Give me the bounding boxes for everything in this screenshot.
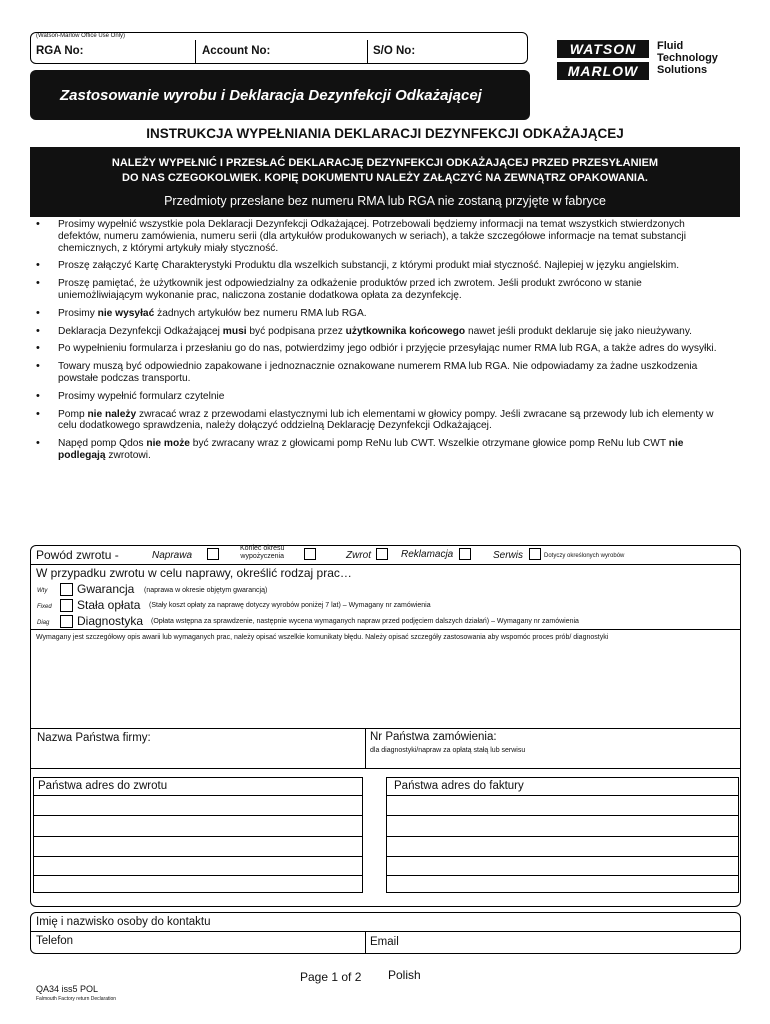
warranty-note: (naprawa w okresie objętym gwarancją): [144, 587, 268, 594]
instruction-emphasis: nie wysyłać: [97, 307, 155, 319]
instruction-text: nawet jeśli produkt deklaruje się jako nieużywany.: [465, 325, 693, 337]
instruction-emphasis: nie należy: [87, 408, 137, 420]
instruction-text: Deklaracja Dezynfekcji Odkażającej: [58, 325, 223, 337]
return-label: Zwrot: [346, 550, 371, 561]
company-name-label: Nazwa Państwa firmy:: [37, 732, 151, 744]
fixed-fee-checkbox[interactable]: [60, 599, 73, 612]
instruction-item: [36, 308, 726, 320]
service-label: Serwis: [493, 550, 524, 561]
instruction-text: Proszę pamiętać, że użytkownik jest odpowiedzialny za odkażenie produktów przed ich zwrotem. Jeśli produkt zwrócono w stanie uniemożliwiającym wykonanie prac, naliczona zostanie dodatkowa opłata za dezynfekcję.: [58, 278, 642, 301]
instruction-text: zwrotowi.: [105, 449, 151, 461]
address-line: [33, 815, 363, 816]
instruction-text: Prosimy wypełnić wszystkie pola Deklaracji Dezynfekcji Odkażającej. Potrzebowali będziemy informacji na temat wszystkich stwierdzonych defektów, numeru zamówienia, numeru serii (dla artykułów produkowanych w seriach), a także szczegółowe informacje na temat substancji chemicznych, z którymi artykuły miały styczność.: [58, 219, 686, 254]
divider: [30, 768, 741, 769]
account-label: Account No:: [202, 45, 271, 57]
failure-description-field[interactable]: [36, 660, 736, 726]
diagnostics-label: Diagnostyka: [77, 614, 144, 628]
return-checkbox[interactable]: [376, 548, 388, 560]
rental-end-line-1: Koniec okresu: [240, 545, 285, 552]
instruction-item: [36, 260, 726, 272]
so-label: S/O No:: [373, 45, 416, 57]
instruction-text: Towary muszą być odpowiednio zapakowane i jednoznacznie oznakowane numerem RMA lub RGA. Nie odpowiadamy za żadne uszkodzenia powstałe podczas transportu.: [58, 361, 698, 384]
form-title: Zastosowanie wyrobu i Deklaracja Dezynfekcji Odkażającej: [30, 70, 530, 120]
notice-band: [30, 147, 740, 217]
instruction-text: zwracać wraz z przewodami elastycznymi lub ich elementami w głowicy pompy. Jeśli zwracane są przewody lub ich elementy w celu dodatkowego sprawdzenia, należy dołączyć oddzielną Deklarację Dezynfekcji Odkażającej.: [58, 408, 714, 432]
instruction-text: być zwracany wraz z głowicami pomp ReNu lub CWT. Wszelkie otrzymane głowice pomp ReNu lub CWT: [189, 438, 669, 450]
instruction-item: [36, 438, 726, 462]
office-divider: [195, 40, 196, 64]
complaint-label: Reklamacja: [401, 549, 454, 560]
instruction-text: Po wypełnieniu formularza i przesłaniu go do nas, potwierdzimy jego odbiór i przyjęcie przesyłając numer RMA lub RGA, a także adres do wysyłki.: [58, 343, 717, 355]
address-line: [386, 875, 739, 876]
rga-label: RGA No:: [36, 45, 84, 57]
instructions-heading: INSTRUKCJA WYPEŁNIANIA DEKLARACJI DEZYNFEKCJI ODKAŻAJĄCEJ: [146, 126, 624, 141]
po-number-note: dla diagnostyki/napraw za opłatą stałą lub serwisu: [370, 747, 526, 754]
instruction-item: [36, 326, 726, 338]
rental-end-label: [240, 545, 284, 561]
divider: [365, 931, 366, 954]
logo-watson: WATSON: [557, 40, 649, 58]
fixed-fee-note: (Stały koszt opłaty za naprawę dotyczy wyrobów poniżej 7 lat) – Wymagany nr zamówienia: [149, 602, 431, 609]
page-number: Page 1 of 2: [300, 970, 362, 984]
instruction-text: Prosimy: [58, 307, 98, 319]
instruction-text: żadnych artykułów bez numeru RMA lub RGA.: [154, 307, 367, 319]
logo-tagline-1: Fluid: [657, 40, 684, 52]
instruction-text: Proszę załączyć Kartę Charakterystyki Produktu dla wszelkich substancji, z którymi produkt miał styczność. Najlepiej w języku angielskim.: [58, 260, 680, 272]
return-reason-label: Powód zwrotu -: [36, 548, 119, 562]
logo-marlow: MARLOW: [557, 62, 649, 80]
service-note: Dotyczy określonych wyrobów: [544, 553, 625, 559]
contact-name-label: Imię i nazwisko osoby do kontaktu: [36, 916, 211, 928]
notice-line-3: Przedmioty przesłane bez numeru RMA lub RGA nie zostaną przyjęte w fabryce: [164, 194, 606, 208]
po-number-label: Nr Państwa zamówienia:: [370, 731, 497, 743]
instruction-text: Pomp: [58, 408, 88, 420]
return-address-label: Państwa adres do zwrotu: [38, 780, 168, 792]
doc-small-print: Falmouth Factory return Declaration: [36, 996, 117, 1002]
instructions-list: [36, 219, 726, 468]
phone-label: Telefon: [36, 935, 74, 947]
diagnostics-note: (Opłata wstępna za sprawdzenie, następnie wycena wymaganych napraw przed podjęciem dalszych działań) – Wymagany nr zamówienia: [151, 618, 579, 625]
instruction-item: [36, 278, 726, 302]
divider: [365, 728, 366, 768]
divider: [30, 728, 741, 729]
logo-tagline: [657, 40, 718, 76]
repair-checkbox[interactable]: [207, 548, 219, 560]
instruction-item: [36, 361, 726, 385]
email-label: Email: [370, 936, 399, 948]
diag-prefix: Diag: [37, 620, 50, 626]
logo-tagline-3: Solutions: [657, 64, 708, 76]
doc-code: QA34 iss5 POL: [36, 984, 99, 994]
address-line: [386, 795, 739, 796]
rental-end-checkbox[interactable]: [304, 548, 316, 560]
instruction-emphasis: użytkownika końcowego: [345, 325, 466, 337]
fixed-prefix: Fixed: [37, 604, 52, 610]
instruction-text: Prosimy wypełnić formularz czytelnie: [58, 390, 225, 402]
address-line: [33, 836, 363, 837]
warranty-checkbox[interactable]: [60, 583, 73, 596]
address-line: [33, 856, 363, 857]
instruction-item: [36, 219, 726, 254]
notice-line-2: DO NAS CZEGOKOLWIEK. KOPIĘ DOKUMENTU NALEŻY ZAŁĄCZYĆ NA ZEWNĄTRZ OPAKOWANIA.: [122, 172, 648, 184]
instruction-item: [36, 391, 726, 403]
fixed-fee-label: Stała opłata: [77, 598, 141, 612]
instruction-emphasis: nie podlegają: [58, 438, 684, 461]
instruction-text: być podpisana przez: [246, 325, 346, 337]
language-label: Polish: [388, 968, 421, 982]
invoice-address-label: Państwa adres do faktury: [394, 780, 524, 792]
instruction-item: [36, 343, 726, 355]
warranty-label: Gwarancja: [77, 582, 135, 596]
divider: [30, 931, 741, 932]
instruction-text: Napęd pomp Qdos: [58, 438, 147, 450]
address-line: [386, 856, 739, 857]
instruction-item: [36, 409, 726, 433]
watson-marlow-logo: [557, 40, 732, 82]
divider: [30, 564, 741, 565]
divider: [30, 629, 741, 630]
warranty-prefix: Wty: [37, 588, 48, 594]
instruction-emphasis: nie może: [146, 438, 190, 450]
service-checkbox[interactable]: [529, 548, 541, 560]
instruction-emphasis: musi: [222, 325, 247, 337]
repair-label: Naprawa: [152, 550, 193, 561]
failure-description-note: Wymagany jest szczegółowy opis awarii lub wymaganych prac, należy opisać wszelkie komunikaty błędu. Należy opisać szczegóły zastosowania aby wspomóc proces prób/ diagnostyki: [36, 634, 609, 641]
office-divider: [367, 40, 368, 64]
logo-tagline-2: Technology: [657, 52, 718, 64]
rental-end-line-2: wypożyczenia: [240, 553, 284, 560]
address-line: [33, 875, 363, 876]
complaint-checkbox[interactable]: [459, 548, 471, 560]
diagnostics-checkbox[interactable]: [60, 615, 73, 628]
address-line: [386, 815, 739, 816]
notice-line-1: NALEŻY WYPEŁNIĆ I PRZESŁAĆ DEKLARACJĘ DEZYNFEKCJI ODKAŻAJĄCEJ PRZED PRZESYŁANIEM: [111, 157, 659, 169]
address-line: [33, 795, 363, 796]
address-line: [386, 836, 739, 837]
office-use-note: (Watson-Marlow Office Use Only): [36, 33, 126, 39]
repair-type-label: W przypadku zwrotu w celu naprawy, określić rodzaj prac…: [36, 566, 352, 580]
